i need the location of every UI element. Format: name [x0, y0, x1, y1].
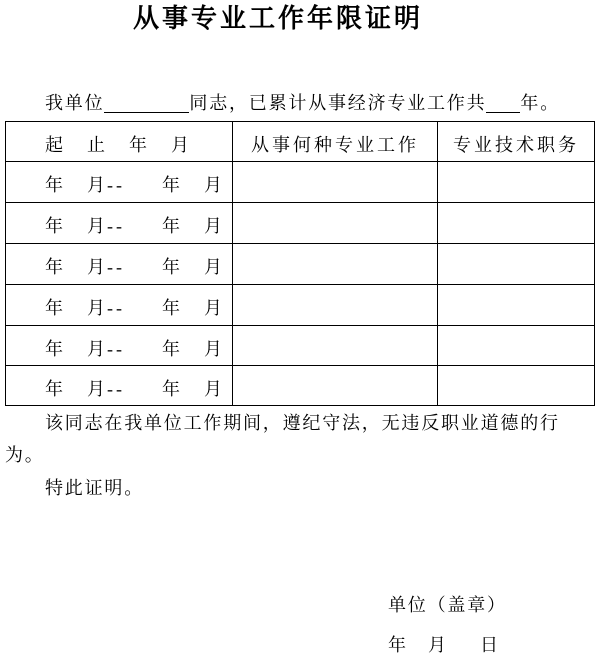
end-month-label: 月: [204, 298, 222, 318]
table-row: [6, 244, 595, 285]
signature-date: [388, 633, 588, 657]
job-title-cell: [438, 326, 595, 366]
table-row: [6, 162, 595, 203]
employee-name-blank: [104, 94, 189, 113]
start-month-label: 月: [87, 175, 105, 195]
document-title: 从事专业工作年限证明: [133, 4, 424, 33]
statement-line: 为。: [5, 445, 45, 465]
start-month-label: 月: [87, 257, 105, 277]
table-row: [6, 203, 595, 244]
unit-seal-label: 单位（盖章）: [388, 595, 507, 615]
start-month-label: 月: [87, 216, 105, 236]
period-separator: --: [107, 216, 125, 236]
end-year-label: 年: [162, 298, 180, 318]
date-month-label: 月: [428, 635, 448, 655]
period-separator: --: [107, 298, 125, 318]
table-header-row: [6, 122, 595, 162]
table-row: [6, 326, 595, 366]
end-year-label: 年: [162, 257, 180, 277]
start-month-label: 月: [87, 298, 105, 318]
period-range: [6, 255, 232, 279]
header-period: [6, 122, 233, 162]
period-separator: --: [107, 378, 125, 399]
intro-suffix: 年。: [520, 93, 561, 113]
table-row: [6, 366, 595, 406]
work-type-cell: [233, 326, 438, 366]
header-work-type: [233, 122, 438, 162]
period-range: [6, 296, 232, 320]
work-type-cell: [233, 162, 438, 203]
job-title-cell: [438, 203, 595, 244]
period-cell: [6, 285, 233, 326]
end-year-label: 年: [162, 338, 180, 359]
period-range: [6, 337, 232, 361]
header-work-type-label: 从事何种专业工作: [251, 134, 419, 155]
start-year-label: 年: [45, 175, 63, 195]
end-month-label: 月: [204, 175, 222, 195]
start-month-label: 月: [87, 378, 105, 399]
start-year-label: 年: [45, 257, 63, 277]
period-range: [6, 173, 232, 197]
period-separator: --: [107, 175, 125, 195]
period-cell: [6, 326, 233, 366]
intro-middle: 同志，已累计从事经济专业工作共: [189, 93, 487, 113]
work-type-cell: [233, 203, 438, 244]
start-year-label: 年: [45, 378, 63, 399]
date-year-label: 年: [388, 635, 408, 655]
header-job-title: [438, 122, 595, 162]
statement-line: 该同志在我单位工作期间，遵纪守法，无违反职业道德的行: [45, 413, 560, 433]
end-year-label: 年: [162, 378, 180, 399]
closing-text: 特此证明。: [45, 478, 144, 498]
period-cell: [6, 203, 233, 244]
start-year-label: 年: [45, 216, 63, 236]
end-month-label: 月: [204, 338, 222, 359]
end-year-label: 年: [162, 175, 180, 195]
header-period-label: 起 止 年 月: [45, 134, 192, 155]
period-cell: [6, 162, 233, 203]
period-cell: [6, 366, 233, 406]
job-title-cell: [438, 244, 595, 285]
period-separator: --: [107, 257, 125, 277]
period-separator: --: [107, 338, 125, 359]
end-month-label: 月: [204, 216, 222, 236]
end-year-label: 年: [162, 216, 180, 236]
intro-line: [45, 91, 560, 115]
date-day-label: 日: [480, 635, 500, 655]
job-title-cell: [438, 162, 595, 203]
job-title-cell: [438, 285, 595, 326]
header-job-title-label: 专业技术职务: [453, 134, 579, 155]
start-year-label: 年: [45, 338, 63, 359]
start-year-label: 年: [45, 298, 63, 318]
end-month-label: 月: [204, 257, 222, 277]
start-month-label: 月: [87, 338, 105, 359]
work-type-cell: [233, 244, 438, 285]
work-type-cell: [233, 285, 438, 326]
table-row: [6, 285, 595, 326]
work-type-cell: [233, 366, 438, 406]
job-title-cell: [438, 366, 595, 406]
period-range: [6, 377, 232, 401]
end-month-label: 月: [204, 378, 222, 399]
years-total-blank: [486, 94, 520, 113]
intro-prefix: 我单位: [45, 93, 105, 113]
work-history-table: [5, 121, 595, 406]
period-range: [6, 214, 232, 238]
period-cell: [6, 244, 233, 285]
